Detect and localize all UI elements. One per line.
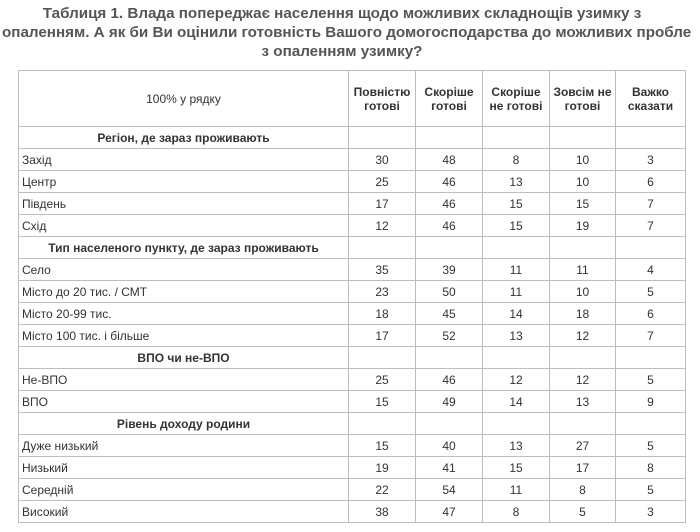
- value-cell: 10: [550, 171, 616, 193]
- value-cell: 46: [416, 193, 483, 215]
- value-cell: 3: [616, 501, 686, 523]
- value-cell: 49: [416, 391, 483, 413]
- value-cell: 7: [616, 325, 686, 347]
- value-cell: 25: [349, 171, 416, 193]
- value-cell: 4: [616, 259, 686, 281]
- survey-table: [18, 70, 686, 523]
- empty-cell: [483, 413, 550, 435]
- value-cell: 17: [550, 457, 616, 479]
- value-cell: 12: [349, 215, 416, 237]
- section-title: ВПО чи не-ВПО: [19, 347, 349, 369]
- value-cell: 39: [416, 259, 483, 281]
- table-row: [19, 369, 686, 391]
- row-label: Захід: [19, 149, 349, 171]
- value-cell: 15: [483, 215, 550, 237]
- value-cell: 7: [616, 193, 686, 215]
- title-line-3: з опаленням узимку?: [261, 43, 423, 60]
- row-label: Не-ВПО: [19, 369, 349, 391]
- table-body: [19, 127, 686, 523]
- title-line-2: опаленням. А як би Ви оцінили готовність Вашого домогосподарства до можливих пробле: [2, 24, 692, 41]
- value-cell: 11: [550, 259, 616, 281]
- row-label: Середній: [19, 479, 349, 501]
- table-row: [19, 281, 686, 303]
- value-cell: 54: [416, 479, 483, 501]
- table-row: [19, 149, 686, 171]
- value-cell: 15: [349, 391, 416, 413]
- value-cell: 18: [349, 303, 416, 325]
- value-cell: 7: [616, 215, 686, 237]
- value-cell: 11: [483, 259, 550, 281]
- value-cell: 5: [616, 479, 686, 501]
- table-row: [19, 303, 686, 325]
- value-cell: 11: [483, 281, 550, 303]
- row-label: Місто 20-99 тис.: [19, 303, 349, 325]
- value-cell: 10: [550, 281, 616, 303]
- table-row: [19, 171, 686, 193]
- empty-cell: [416, 347, 483, 369]
- table-row: [19, 501, 686, 523]
- value-cell: 12: [483, 369, 550, 391]
- value-cell: 22: [349, 479, 416, 501]
- row-label: Центр: [19, 171, 349, 193]
- empty-cell: [550, 127, 616, 149]
- value-cell: 19: [550, 215, 616, 237]
- value-cell: 18: [550, 303, 616, 325]
- value-cell: 6: [616, 303, 686, 325]
- row-label: Дуже низький: [19, 435, 349, 457]
- value-cell: 38: [349, 501, 416, 523]
- empty-cell: [416, 127, 483, 149]
- empty-cell: [616, 413, 686, 435]
- value-cell: 52: [416, 325, 483, 347]
- value-cell: 8: [550, 479, 616, 501]
- empty-cell: [483, 347, 550, 369]
- value-cell: 13: [483, 325, 550, 347]
- empty-cell: [416, 237, 483, 259]
- value-cell: 27: [550, 435, 616, 457]
- row-label: ВПО: [19, 391, 349, 413]
- row-label: Високий: [19, 501, 349, 523]
- value-cell: 46: [416, 369, 483, 391]
- section-row: [19, 413, 686, 435]
- value-cell: 46: [416, 215, 483, 237]
- value-cell: 10: [550, 149, 616, 171]
- value-cell: 8: [483, 149, 550, 171]
- header-row: [19, 71, 686, 127]
- table-row: [19, 479, 686, 501]
- value-cell: 9: [616, 391, 686, 413]
- corner-header: 100% у рядку: [19, 71, 349, 127]
- row-label: Місто 100 тис. і більше: [19, 325, 349, 347]
- column-header: Зовсім не готові: [550, 71, 616, 127]
- value-cell: 13: [483, 171, 550, 193]
- section-title: Регіон, де зараз проживають: [19, 127, 349, 149]
- empty-cell: [349, 347, 416, 369]
- value-cell: 15: [483, 457, 550, 479]
- value-cell: 12: [550, 325, 616, 347]
- value-cell: 5: [616, 369, 686, 391]
- value-cell: 17: [349, 325, 416, 347]
- value-cell: 13: [550, 391, 616, 413]
- table-row: [19, 457, 686, 479]
- value-cell: 35: [349, 259, 416, 281]
- table-title: [2, 0, 692, 61]
- empty-cell: [616, 347, 686, 369]
- value-cell: 11: [483, 479, 550, 501]
- row-label: Село: [19, 259, 349, 281]
- row-label: Низький: [19, 457, 349, 479]
- table-row: [19, 215, 686, 237]
- value-cell: 30: [349, 149, 416, 171]
- table-row: [19, 259, 686, 281]
- empty-cell: [550, 237, 616, 259]
- empty-cell: [483, 237, 550, 259]
- value-cell: 50: [416, 281, 483, 303]
- value-cell: 5: [550, 501, 616, 523]
- section-title: Тип населеного пункту, де зараз проживають: [19, 237, 349, 259]
- section-row: [19, 127, 686, 149]
- empty-cell: [616, 237, 686, 259]
- value-cell: 5: [616, 281, 686, 303]
- title-line-1: Таблиця 1. Влада попереджає населення щодо можливих складнощів узимку з: [42, 5, 642, 22]
- value-cell: 45: [416, 303, 483, 325]
- value-cell: 14: [483, 391, 550, 413]
- value-cell: 15: [550, 193, 616, 215]
- empty-cell: [349, 127, 416, 149]
- column-header: Скоріше готові: [416, 71, 483, 127]
- value-cell: 17: [349, 193, 416, 215]
- column-header: Важко сказати: [616, 71, 686, 127]
- value-cell: 19: [349, 457, 416, 479]
- value-cell: 14: [483, 303, 550, 325]
- value-cell: 12: [550, 369, 616, 391]
- empty-cell: [616, 127, 686, 149]
- empty-cell: [483, 127, 550, 149]
- value-cell: 23: [349, 281, 416, 303]
- row-label: Південь: [19, 193, 349, 215]
- empty-cell: [349, 237, 416, 259]
- table-row: [19, 391, 686, 413]
- value-cell: 5: [616, 435, 686, 457]
- column-header: Повністю готові: [349, 71, 416, 127]
- value-cell: 47: [416, 501, 483, 523]
- value-cell: 48: [416, 149, 483, 171]
- table-row: [19, 193, 686, 215]
- value-cell: 15: [349, 435, 416, 457]
- empty-cell: [416, 413, 483, 435]
- value-cell: 8: [483, 501, 550, 523]
- value-cell: 15: [483, 193, 550, 215]
- table-row: [19, 435, 686, 457]
- section-row: [19, 347, 686, 369]
- value-cell: 46: [416, 171, 483, 193]
- section-title: Рівень доходу родини: [19, 413, 349, 435]
- value-cell: 8: [616, 457, 686, 479]
- value-cell: 25: [349, 369, 416, 391]
- value-cell: 3: [616, 149, 686, 171]
- row-label: Схід: [19, 215, 349, 237]
- table-row: [19, 325, 686, 347]
- empty-cell: [349, 413, 416, 435]
- empty-cell: [550, 413, 616, 435]
- row-label: Місто до 20 тис. / СМТ: [19, 281, 349, 303]
- value-cell: 6: [616, 171, 686, 193]
- section-row: [19, 237, 686, 259]
- column-header: Скоріше не готові: [483, 71, 550, 127]
- empty-cell: [550, 347, 616, 369]
- value-cell: 41: [416, 457, 483, 479]
- value-cell: 40: [416, 435, 483, 457]
- value-cell: 13: [483, 435, 550, 457]
